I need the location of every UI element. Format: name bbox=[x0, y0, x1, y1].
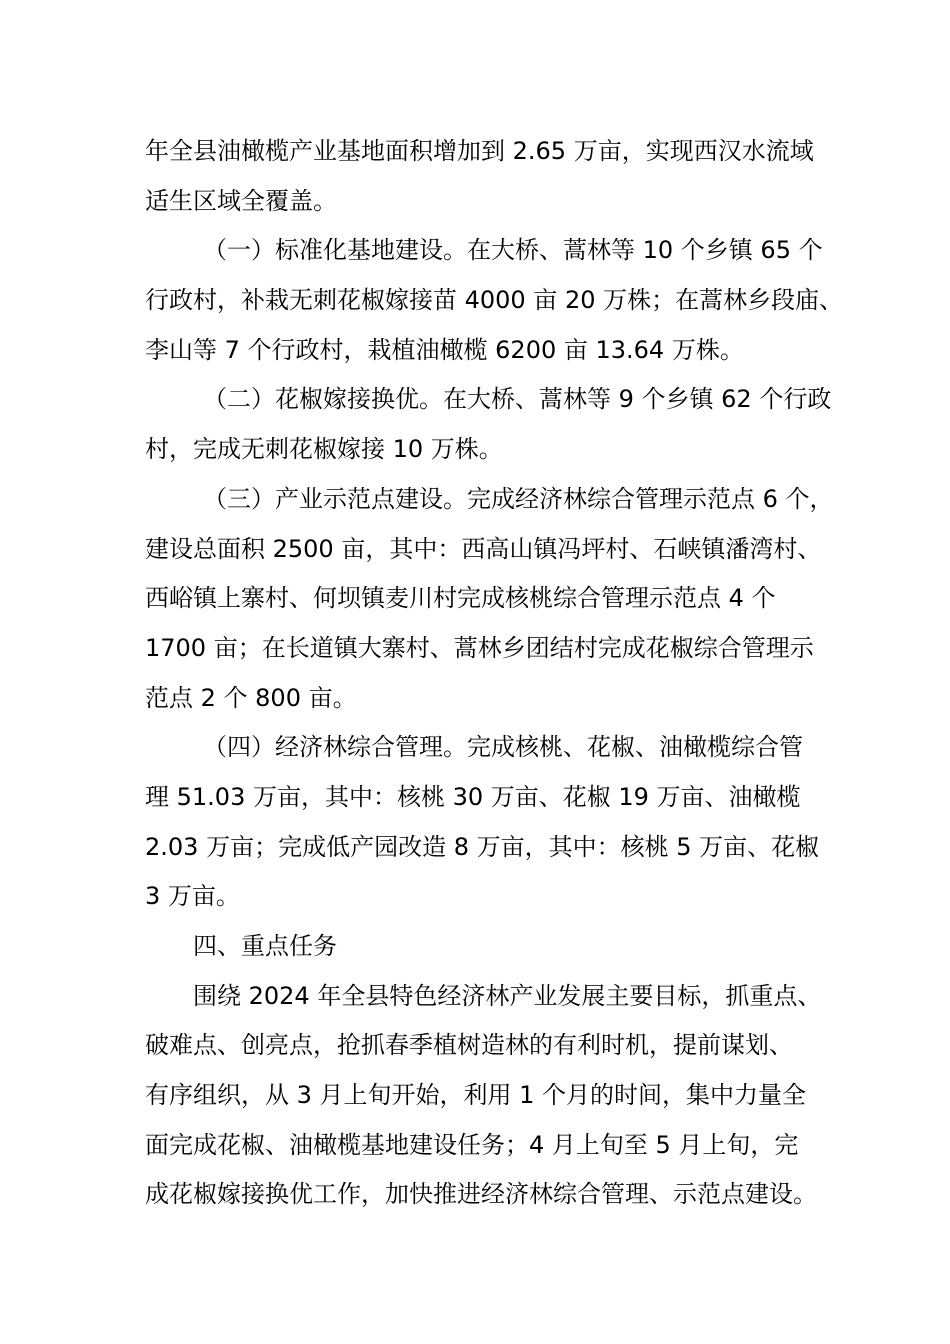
text-line: 成花椒嫁接换优工作，加快推进经济林综合管理、示范点建设。 bbox=[145, 1180, 817, 1209]
text-line: （二）花椒嫁接换优。在大桥、蒿林等 9 个乡镇 62 个行政 bbox=[203, 385, 832, 414]
text-line: （四）经济林综合管理。完成核桃、花椒、油橄榄综合管 bbox=[203, 733, 803, 762]
document-body bbox=[145, 127, 844, 1220]
text-line: 面完成花椒、油橄榄基地建设任务；4 月上旬至 5 月上旬，完 bbox=[145, 1130, 799, 1159]
text-line: 村，完成无刺花椒嫁接 10 万株。 bbox=[145, 435, 503, 464]
text-line: （三）产业示范点建设。完成经济林综合管理示范点 6 个， bbox=[203, 484, 834, 513]
text-line: 适生区域全覆盖。 bbox=[145, 186, 337, 215]
text-line: 年全县油橄榄产业基地面积增加到 2.65 万亩，实现西汉水流域 bbox=[145, 137, 814, 165]
text-line: 3 万亩。 bbox=[145, 882, 240, 911]
text-line: 有序组织，从 3 月上旬开始，利用 1 个月的时间，集中力量全 bbox=[145, 1081, 807, 1110]
text-line: 李山等 7 个行政村，栽植油橄榄 6200 亩 13.64 万株。 bbox=[145, 335, 744, 364]
text-line: 西峪镇上寨村、何坝镇麦川村完成核桃综合管理示范点 4 个 bbox=[145, 584, 776, 613]
text-line: 破难点、创亮点，抢抓春季植树造林的有利时机，提前谋划、 bbox=[145, 1031, 793, 1060]
text-line: 行政村，补栽无刺花椒嫁接苗 4000 亩 20 万株；在蒿林乡段庙、 bbox=[145, 286, 844, 315]
text-line: 2.03 万亩；完成低产园改造 8 万亩，其中：核桃 5 万亩、花椒 bbox=[145, 832, 820, 861]
section-heading: 四、重点任务 bbox=[193, 932, 337, 960]
text-line: 建设总面积 2500 亩，其中：西高山镇冯坪村、石峡镇潘湾村、 bbox=[145, 534, 822, 563]
text-line: 理 51.03 万亩，其中：核桃 30 万亩、花椒 19 万亩、油橄榄 bbox=[145, 782, 801, 811]
text-line: 1700 亩；在长道镇大寨村、蒿林乡团结村完成花椒综合管理示 bbox=[145, 633, 814, 662]
text-line: （一）标准化基地建设。在大桥、蒿林等 10 个乡镇 65 个 bbox=[203, 236, 823, 265]
text-line: 围绕 2024 年全县特色经济林产业发展主要目标，抓重点、 bbox=[193, 981, 822, 1010]
text-line: 范点 2 个 800 亩。 bbox=[145, 683, 357, 712]
